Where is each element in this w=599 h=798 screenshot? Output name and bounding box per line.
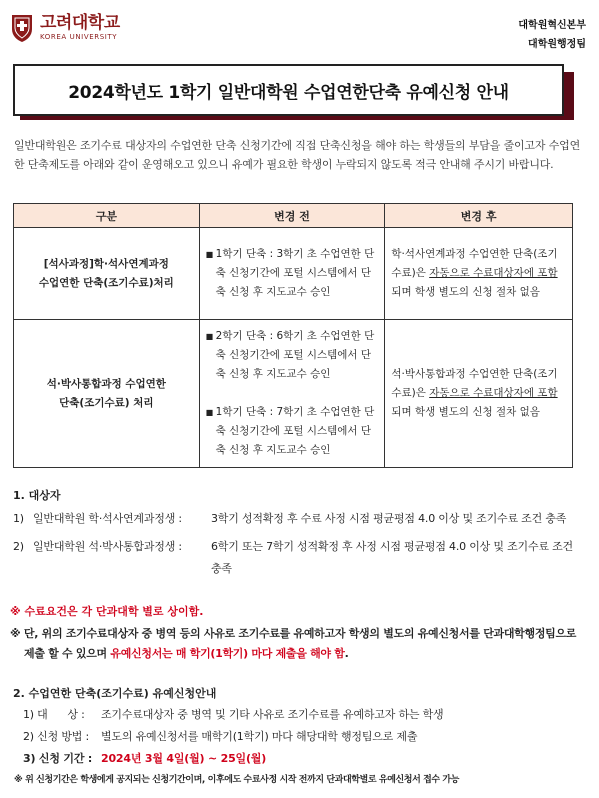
application-period: 2024년 3월 4일(월) ~ 25일(월) [101, 752, 267, 765]
category-line-2: 단축(조기수료) 처리 [59, 396, 154, 409]
table-header-category: 구분 [14, 204, 200, 228]
before-text: 2학기 단축 : 6학기 초 수업연한 단축 신청기간에 포털 시스템에서 단축 신청 후 지도교수 승인 [215, 330, 375, 380]
section-eligibility [13, 486, 579, 580]
note-deferral-emphasis: 유예신청서는 매 학기(1학기) 마다 제출을 해야 함 [110, 647, 345, 660]
item-label: 일반대학원 학·석사연계과정생 : [33, 512, 182, 525]
before-text: 1학기 단축 : 3학기 초 수업연한 단축 신청기간에 포털 시스템에서 단축 신청 후 지도교수 승인 [215, 248, 375, 298]
bullet-item [206, 403, 379, 460]
section-title: 1. 대상자 [13, 489, 61, 502]
category-line-1: [석사과정]학·석사연계과정 [43, 257, 169, 270]
table-cell-before [199, 320, 385, 468]
table-cell-after [385, 228, 573, 320]
department-line-1: 대학원혁신본부 [518, 20, 586, 31]
table-cell-after [385, 320, 573, 468]
department-info [518, 16, 586, 54]
item-label: 일반대학원 석·박사통합과정생 : [33, 540, 182, 553]
department-line-2: 대학원행정팀 [528, 39, 586, 50]
category-line-1: 석·박사통합과정 수업연한 [46, 377, 166, 390]
after-text-pre: 학·석사연계과정 수업연한 단축(조기 수료)은 [391, 248, 558, 279]
square-bullet-icon: ■ [205, 332, 214, 341]
item-text: 조기수료대상자 중 병역 및 기타 사유로 조기수료를 유예하고자 하는 학생 [101, 708, 444, 721]
item-label: 1) 대 상 : [23, 708, 85, 721]
item-label: 3) 신청 기간 : [23, 752, 93, 765]
item-text: 3학기 성적확정 후 수료 사정 시점 평균평점 4.0 이상 및 조기수료 조건 충족 [211, 512, 567, 525]
before-text: 1학기 단축 : 7학기 초 수업연한 단축 신청기간에 포털 시스템에서 단축 신청 후 지도교수 승인 [215, 406, 375, 456]
after-text-underlined: 자동으로 수료대상자에 포함 [429, 267, 558, 279]
logo-english-text: KOREA UNIVERSITY [40, 33, 118, 41]
notes-block [10, 602, 580, 664]
page-header [0, 0, 599, 50]
after-text-pre: 석·박사통합과정 수업연한 단축(조기 수료)은 [391, 368, 558, 399]
page-title: 2024학년도 1학기 일반대학원 수업연한단축 유예신청 안내 [68, 82, 509, 103]
footnote: ※ 위 신청기간은 학생에게 공지되는 신청기간이며, 이후에도 수료사정 시작 전까지 단과대학별로 유예신청서 접수 가능 [14, 775, 460, 785]
note-deferral-end: . [344, 647, 349, 660]
square-bullet-icon: ■ [205, 408, 214, 417]
category-line-2: 수업연한 단축(조기수료)처리 [38, 276, 174, 289]
section-title: 2. 수업연한 단축(조기수료) 유예신청안내 [13, 687, 217, 700]
table-header-row [14, 204, 573, 228]
table-header-after: 변경 후 [385, 204, 573, 228]
comparison-table [13, 203, 573, 468]
table-cell-category [14, 228, 200, 320]
after-text-post: 되며 학생 별도의 신청 절차 없음 [391, 406, 540, 418]
list-item [13, 748, 579, 770]
list-item [13, 508, 579, 530]
list-item [13, 726, 579, 748]
note-requirement: ※ 수료요건은 각 단과대학 별로 상이함. [10, 605, 204, 618]
intro-paragraph: 일반대학원은 조기수료 대상자의 수업연한 단축 신청기간에 직접 단축신청을 해야 하는 학생들의 부담을 줄이고자 수업연한 단축제도를 아래와 같이 운영해오고 있으니 유예가 필요한 학생이 누락되지 않도록 적극 안내해 주시기 바랍니다. [14, 139, 580, 171]
university-logo [10, 8, 140, 48]
table-row [14, 320, 573, 468]
table-row [14, 228, 573, 320]
note-deferral [10, 624, 580, 664]
table-cell-category [14, 320, 200, 468]
item-text: 6학기 또는 7학기 성적확정 후 사정 시점 평균평점 4.0 이상 및 조기수료 조건 충족 [211, 540, 573, 575]
item-number: 1) [13, 512, 24, 525]
item-label: 2) 신청 방법 : [23, 730, 89, 743]
bullet-item [206, 245, 379, 302]
note-deferral-text: ※ 단, 위의 조기수료대상자 중 병역 등의 사유로 조기수료를 유예하고자 학생의 별도의 유예신청서를 단과대학행정팀으로 제출 할 수 있으며 [10, 627, 577, 660]
list-item [13, 536, 579, 580]
korea-university-emblem-icon [10, 13, 34, 43]
section-deferral-guide [13, 684, 579, 770]
square-bullet-icon: ■ [205, 250, 214, 259]
title-box [13, 64, 564, 116]
item-number: 2) [13, 540, 24, 553]
after-text-post: 되며 학생 별도의 신청 절차 없음 [391, 286, 540, 298]
item-text: 별도의 유예신청서를 매학기(1학기) 마다 해당대학 행정팀으로 제출 [101, 730, 418, 743]
table-cell-before [199, 228, 385, 320]
after-text-underlined: 자동으로 수료대상자에 포함 [429, 387, 558, 399]
bullet-item [206, 327, 379, 384]
list-item [13, 704, 579, 726]
table-header-before: 변경 전 [199, 204, 385, 228]
logo-korean-text: 고려대학교 [40, 13, 120, 33]
